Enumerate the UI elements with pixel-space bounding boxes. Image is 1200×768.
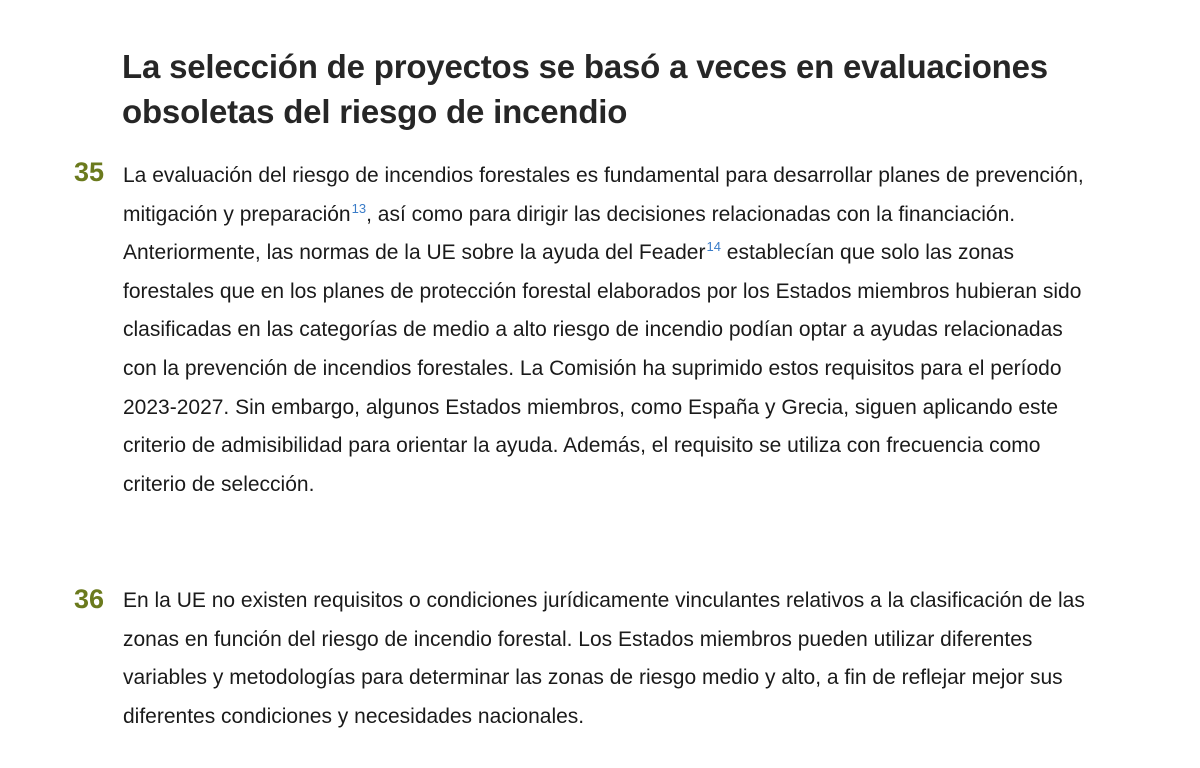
paragraph-35-text-3: establecían que solo las zonas forestales que en los planes de protección forestal elaborados por los Estados miembros hubieran sido clasificadas en las categorías de medio a alto riesgo de incendio podían optar a ayudas relacionadas con la prevención de incendios forestales. La Comisión ha suprimido estos requisitos para el período 2023-2027. Sin embargo, algunos Estados miembros, como España y Grecia, siguen aplicando este criterio de admisibilidad para orientar la ayuda. Además, el requisito se utiliza con frecuencia como criterio de selección. bbox=[123, 241, 1082, 496]
paragraph-number-36: 36 bbox=[74, 584, 105, 614]
section-heading: La selección de proyectos se basó a veces en evaluaciones obsoletas del riesgo de incendio bbox=[122, 48, 1048, 130]
paragraph-36: En la UE no existen requisitos o condiciones jurídicamente vinculantes relativos a la clasificación de las zonas en función del riesgo de incendio forestal. Los Estados miembros pueden utilizar diferentes variables y metodologías para determinar las zonas de riesgo medio y alto, a fin de reflejar mejor sus diferentes condiciones y necesidades nacionales. bbox=[123, 589, 1085, 728]
paragraph-35-text-1: La evaluación del riesgo de incendios forestales es fundamental para desarrollar planes de prevención, mitigación y preparación bbox=[123, 164, 1084, 226]
footnote-ref-13[interactable]: 13 bbox=[351, 200, 367, 216]
paragraph-number-35: 35 bbox=[74, 157, 105, 187]
paragraph-35-text-2: , así como para dirigir las decisiones relacionadas con la financiación. Anteriormente, las normas de la UE sobre la ayuda del Feader bbox=[123, 202, 1016, 265]
paragraph-35 bbox=[123, 157, 1098, 504]
footnote-ref-14[interactable]: 14 bbox=[706, 239, 721, 255]
